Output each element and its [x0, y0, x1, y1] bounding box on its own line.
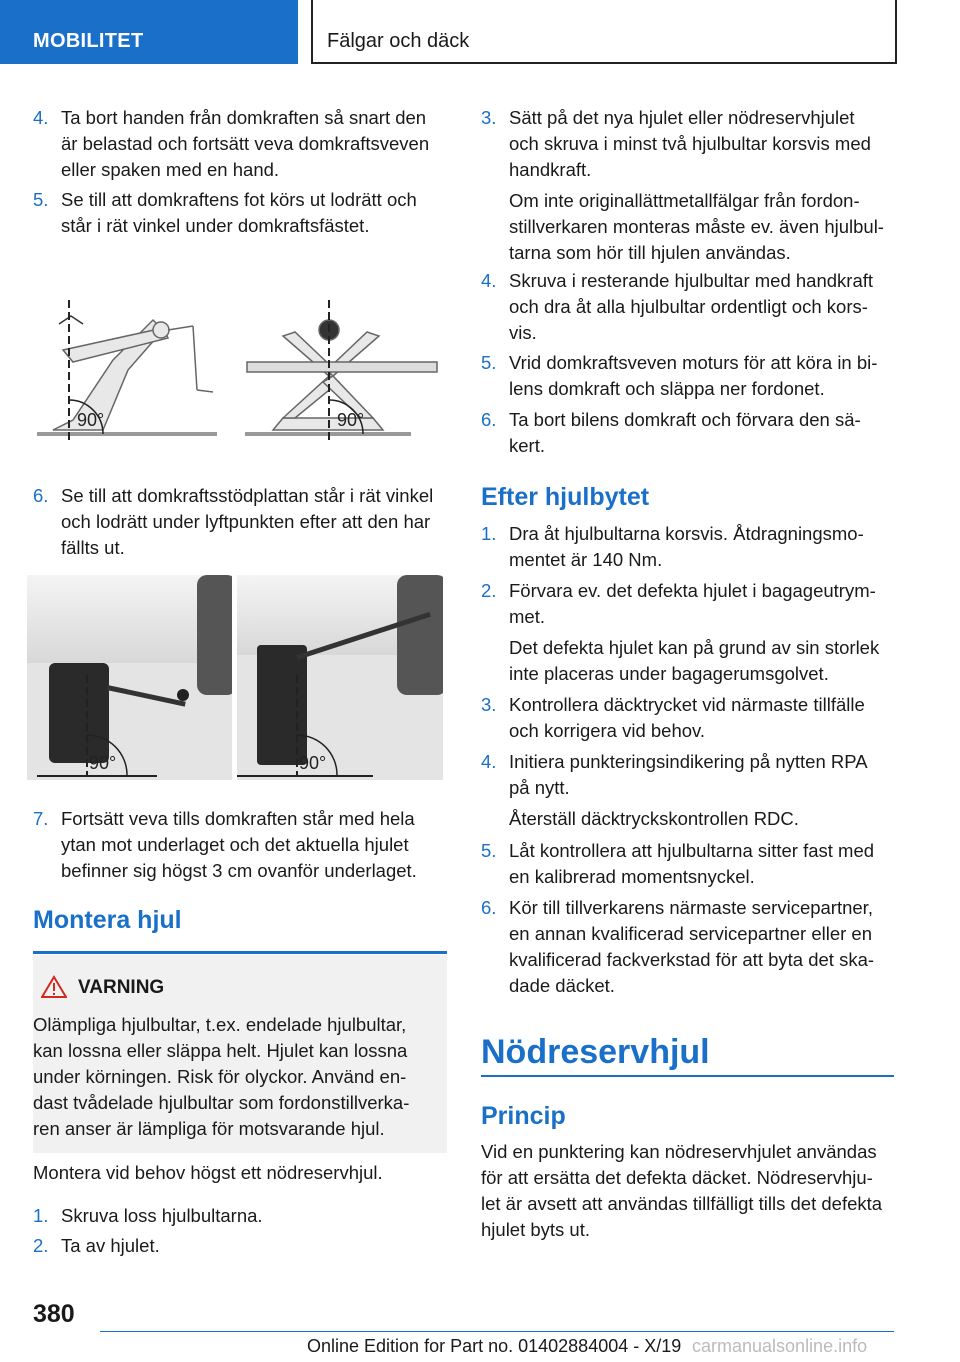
subsection-heading: Princip — [481, 1102, 566, 1130]
jack-diagram-figure — [33, 290, 447, 450]
edition-text: Online Edition for Part no. 01402884004 - X/19 — [307, 1336, 682, 1356]
jack-photo-left — [27, 575, 232, 780]
section-heading: Montera hjul — [33, 906, 182, 934]
footer-rule — [100, 1331, 894, 1332]
paragraph: Vid en punktering kan nödreservhjulet användas för att ersätta det defekta däcket. Nödreservhju- let är avsett att användas tillfälligt tills det defekta hjulet byts ut. — [481, 1141, 883, 1240]
jack-side-view — [37, 316, 217, 436]
warning-icon — [41, 975, 67, 999]
angle-overlay — [27, 575, 232, 780]
angle-label: 90° — [77, 410, 105, 430]
warning-title: VARNING — [78, 977, 165, 998]
page-number: 380 — [33, 1300, 75, 1328]
warning-box — [33, 955, 447, 1153]
heading-rule — [481, 1075, 894, 1077]
chapter-heading: Nödreservhjul — [481, 1033, 710, 1071]
angle-label: 90° — [299, 753, 327, 773]
section-tab — [0, 0, 298, 64]
section-label: MOBILITET — [33, 30, 144, 52]
paragraph: Montera vid behov högst ett nödreservhjul. — [33, 1162, 383, 1183]
warning-text: Olämpliga hjulbultar, t.ex. endelade hjulbultar, kan lossna eller släppa helt. Hjulet kan lossna under körningen. Risk för olyckor. Använd en- dast tvådelade hjulbultar som fordonstillverka- ren anser är lämpliga för motsvarande hjul. — [33, 1014, 410, 1139]
section-heading: Efter hjulbytet — [481, 483, 650, 511]
angle-label: 90° — [337, 410, 365, 430]
jack-photo-right — [237, 575, 443, 780]
angle-overlay — [237, 575, 443, 780]
chapter-header — [311, 0, 897, 64]
watermark: carmanualsonline.info — [692, 1336, 868, 1356]
heading-rule — [33, 951, 447, 954]
angle-label: 90° — [89, 753, 117, 773]
chapter-title: Fälgar och däck — [327, 30, 470, 52]
